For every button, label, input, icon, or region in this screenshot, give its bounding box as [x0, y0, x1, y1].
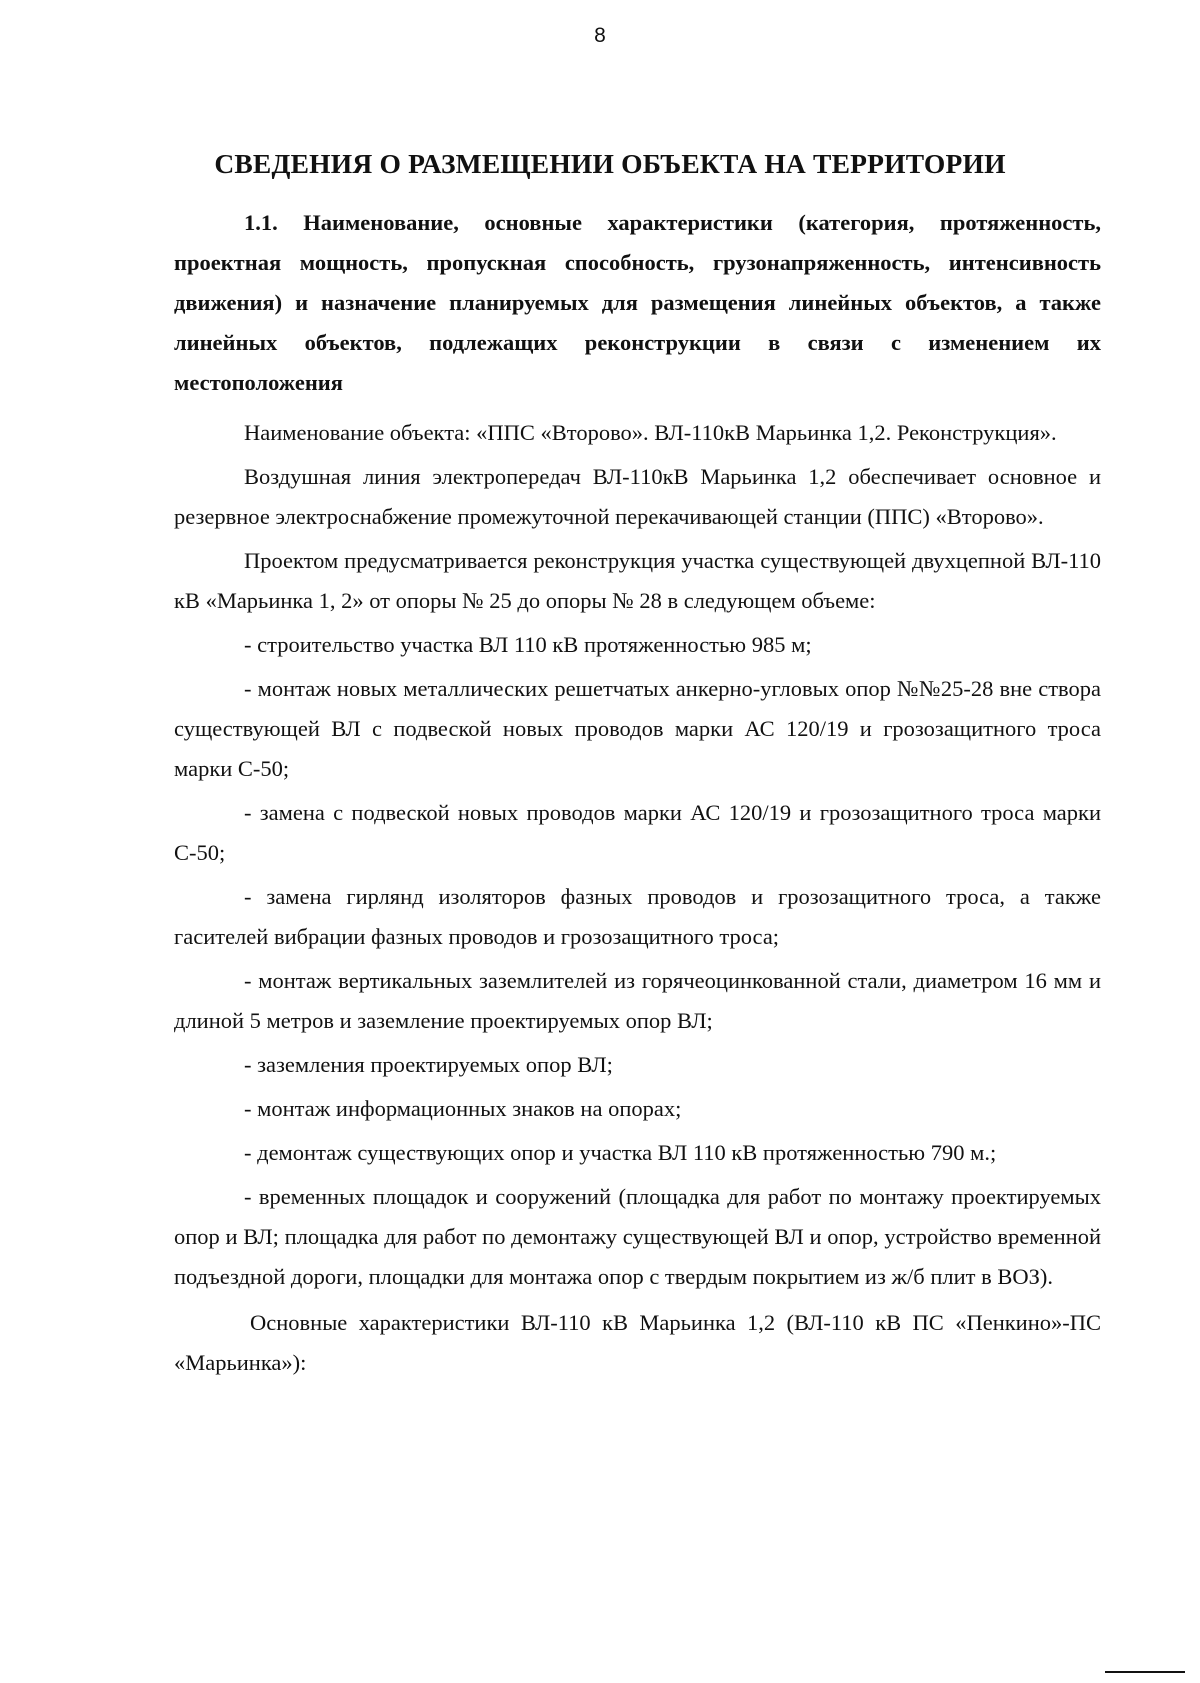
- list-item: - монтаж новых металлических решетчатых анкерно-угловых опор №№25-28 вне створа существующей ВЛ с подвеской новых проводов марки АС 120/19 и грозозащитного троса марки С-50;: [174, 676, 1101, 781]
- list-item: - строительство участка ВЛ 110 кВ протяженностью 985 м;: [244, 632, 812, 657]
- section-heading: 1.1. Наименование, основные характеристики (категория, протяженность, проектная мощность, пропускная способность, грузонапряженность, интенсивность движения) и назначение планируемых для размещения линейных объектов, а также линейных объектов, подлежащих реконструкции в связи с изменением их местоположения: [174, 210, 1101, 395]
- page-number: 8: [594, 24, 606, 47]
- paragraph-line-description: Воздушная линия электропередач ВЛ-110кВ Марьинка 1,2 обеспечивает основное и резервное электроснабжение промежуточной перекачивающей станции (ППС) «Второво».: [174, 464, 1101, 529]
- list-item: - заземления проектируемых опор ВЛ;: [244, 1052, 613, 1077]
- list-item: - демонтаж существующих опор и участка ВЛ 110 кВ протяженностью 790 м.;: [244, 1140, 997, 1165]
- footnote-rule: [1105, 1671, 1185, 1673]
- paragraph-main-characteristics: Основные характеристики ВЛ-110 кВ Марьинка 1,2 (ВЛ-110 кВ ПС «Пенкино»-ПС «Марьинка»):: [174, 1310, 1101, 1375]
- list-item: - замена с подвеской новых проводов марки АС 120/19 и грозозащитного троса марки С-50;: [174, 800, 1101, 865]
- document-body: [174, 203, 1101, 1387]
- list-item: - монтаж вертикальных заземлителей из горячеоцинкованной стали, диаметром 16 мм и длиной 5 метров и заземление проектируемых опор ВЛ;: [174, 968, 1101, 1033]
- list-item: - временных площадок и сооружений (площадка для работ по монтажу проектируемых опор и ВЛ; площадка для работ по демонтажу существующей ВЛ и опор, устройство временной подъездной дороги, площадки для монтажа опор с твердым покрытием из ж/б плит в ВОЗ).: [174, 1184, 1101, 1289]
- paragraph-object-name: Наименование объекта: «ППС «Второво». ВЛ-110кВ Марьинка 1,2. Реконструкция».: [244, 420, 1057, 445]
- paragraph-project-scope: Проектом предусматривается реконструкция участка существующей двухцепной ВЛ-110 кВ «Марьинка 1, 2» от опоры № 25 до опоры № 28 в следующем объеме:: [174, 548, 1101, 613]
- list-item: - замена гирлянд изоляторов фазных проводов и грозозащитного троса, а также гасителей вибрации фазных проводов и грозозащитного троса;: [174, 884, 1101, 949]
- list-item: - монтаж информационных знаков на опорах;: [244, 1096, 682, 1121]
- document-title: СВЕДЕНИЯ О РАЗМЕЩЕНИИ ОБЪЕКТА НА ТЕРРИТОРИИ: [214, 148, 1006, 179]
